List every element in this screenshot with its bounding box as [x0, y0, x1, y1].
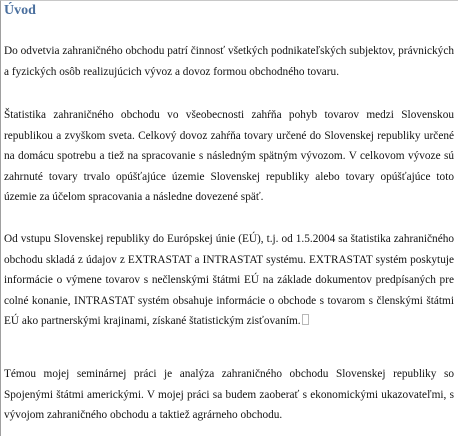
paragraph-1[interactable]: Do odvetvia zahraničného obchodu patrí činnosť všetkých podnikateľských subjektov, právnických a fyzických osôb realizujúcich vývoz a dovoz formou obchodného tovaru.: [4, 45, 454, 78]
paragraph-2[interactable]: Štatistika zahraničného obchodu vo všeobecnosti zahŕňa pohyb tovarov medzi Slovenskou republikou a zvyškom sveta. Celkový dovoz zahŕňa tovary určené do Slovenskej republiky určené na domácu spotrebu a tiež na spracovanie s následným spätným vývozom. V celkovom vývoze sú zahrnuté tovary trvalo opúšťajúce územie Slovenskej republiky alebo tovary opúšťajúce toto územie za účelom spracovania a následne dovezené späť.: [4, 109, 454, 203]
document-heading: Úvod: [4, 3, 36, 18]
text-cursor-marker: [302, 314, 309, 325]
paragraph-4[interactable]: Témou mojej seminárnej práci je analýza zahraničného obchodu Slovenskej republiky so Spojenými štátmi americkými. V mojej práci sa budem zaoberať s ekonomickými ukazovateľmi, s vývojom zahraničného obchodu a taktiež agrárneho obchodu.: [4, 368, 454, 421]
paragraph-3-text: Od vstupu Slovenskej republiky do Európskej únie (EÚ), t.j. od 1.5.2004 sa štatistika zahraničného obchodu skladá z údajov z EXTRASTAT a INTRASTAT systému. EXTRASTAT systém poskytuje informácie o výmene tovarov s nečlenskými štátmi EÚ na základe dokumentov predpísaných pre colné konanie, INTRASTAT systém obsahuje informácie o obchode s tovarom s členskými štátmi EÚ ako partnerskými krajinami, získané štatistickým zisťovaním.: [4, 233, 454, 327]
paragraph-3[interactable]: [4, 229, 454, 332]
